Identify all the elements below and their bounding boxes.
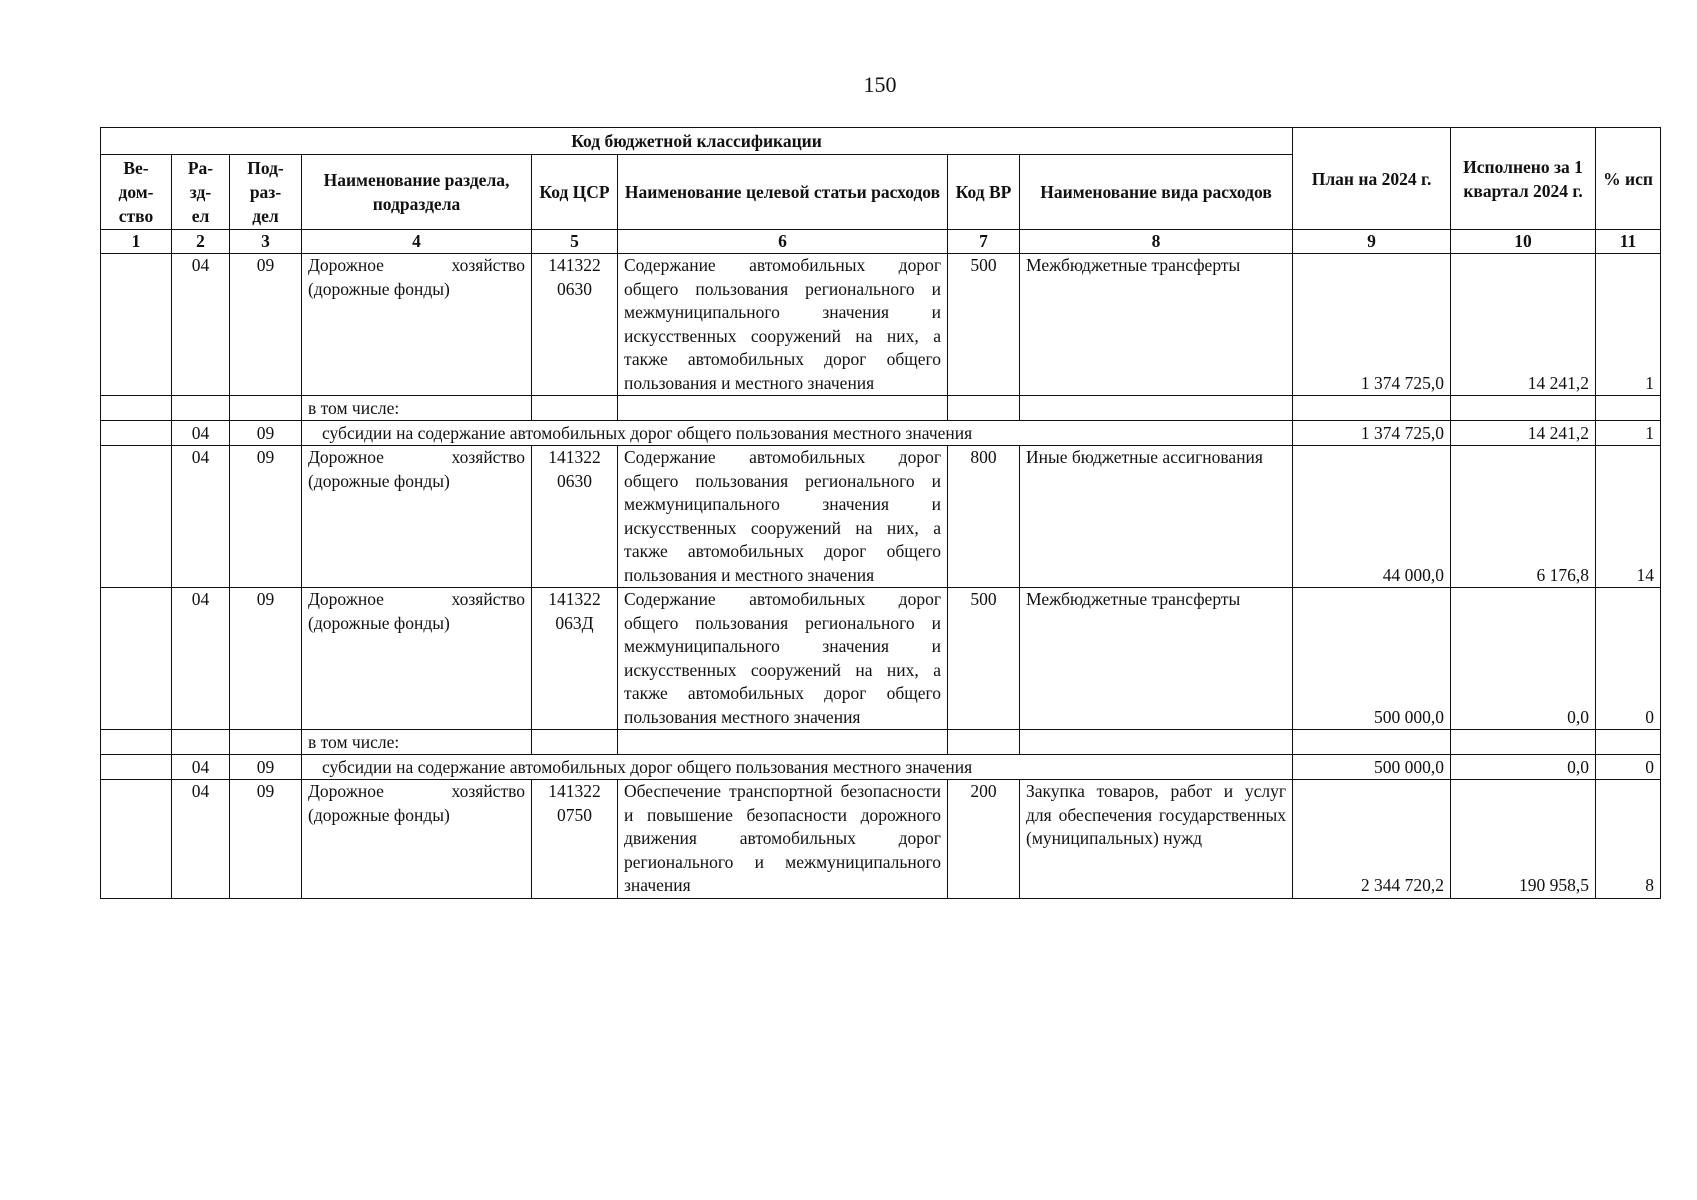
vedomstvo-cell [101,446,172,588]
razdel-cell: 04 [172,254,230,396]
podrazdel-cell: 09 [230,254,302,396]
podrazdel-cell: 09 [230,755,302,780]
vr-code-cell: 500 [948,588,1020,730]
page-number: 150 [863,72,897,97]
note-row [101,396,1661,421]
executed-cell: 6 176,8 [1451,446,1596,588]
vr-code-cell: 800 [948,446,1020,588]
csr-code-cell: 141322 063Д [532,588,618,730]
empty-cell [230,396,302,421]
executed-cell: 14 241,2 [1451,421,1596,446]
plan-cell: 1 374 725,0 [1293,254,1451,396]
budget-table [100,127,1661,899]
razdel-cell: 04 [172,780,230,899]
table-row [101,446,1661,588]
expense-type-header: Наименование вида расходов [1020,155,1293,230]
plan-cell: 44 000,0 [1293,446,1451,588]
column-number: 1 [101,230,172,254]
podrazdel-cell: 09 [230,588,302,730]
column-number-row [101,230,1661,254]
expense-type-cell: Межбюджетные трансферты [1020,588,1293,730]
section-name-cell: Дорожное хозяйство (дорожные фонды) [302,780,532,899]
vedomstvo-cell [101,254,172,396]
executed-cell: 0,0 [1451,755,1596,780]
header-row-group [101,128,1661,155]
empty-cell [1293,396,1451,421]
csr-code-cell: 141322 0750 [532,780,618,899]
note-text: в том числе: [302,396,532,421]
executed-header: Исполнено за 1 квартал 2024 г. [1451,128,1596,230]
empty-cell [1596,396,1661,421]
percent-cell: 1 [1596,421,1661,446]
percent-cell: 8 [1596,780,1661,899]
subsidy-description: субсидии на содержание автомобильных дорог общего пользования местного значения [302,421,1293,446]
section-name-cell: Дорожное хозяйство (дорожные фонды) [302,588,532,730]
column-number: 6 [618,230,948,254]
column-number: 10 [1451,230,1596,254]
podrazdel-cell: 09 [230,421,302,446]
plan-cell: 500 000,0 [1293,588,1451,730]
empty-cell [1020,730,1293,755]
column-number: 3 [230,230,302,254]
column-number: 9 [1293,230,1451,254]
empty-cell [1293,730,1451,755]
note-text: в том числе: [302,730,532,755]
razdel-cell: 04 [172,588,230,730]
podrazdel-header: Под- раз- дел [230,155,302,230]
csr-code-cell: 141322 0630 [532,254,618,396]
column-number: 5 [532,230,618,254]
empty-cell [948,730,1020,755]
empty-cell [532,396,618,421]
percent-cell: 0 [1596,588,1661,730]
target-item-cell: Содержание автомобильных дорог общего пользования регионального и межмуниципального значения и искусственных сооружений на них, а также автомобильных дорог общего пользования и местного значения [618,254,948,396]
expense-type-cell: Иные бюджетные ассигнования [1020,446,1293,588]
expense-type-cell: Закупка товаров, работ и услуг для обеспечения государственных (муниципальных) нужд [1020,780,1293,899]
empty-cell [618,730,948,755]
column-number: 11 [1596,230,1661,254]
vedomstvo-cell [101,755,172,780]
table-row [101,780,1661,899]
percent-header: % исп [1596,128,1661,230]
note-row [101,730,1661,755]
target-item-header: Наименование целевой статьи расходов [618,155,948,230]
subsidy-description: субсидии на содержание автомобильных дорог общего пользования местного значения [302,755,1293,780]
executed-cell: 14 241,2 [1451,254,1596,396]
empty-cell [230,730,302,755]
target-item-cell: Содержание автомобильных дорог общего пользования регионального и межмуниципального значения и искусственных сооружений на них, а также автомобильных дорог общего пользования и местного значения [618,446,948,588]
column-number: 8 [1020,230,1293,254]
section-name-cell: Дорожное хозяйство (дорожные фонды) [302,254,532,396]
plan-cell: 2 344 720,2 [1293,780,1451,899]
column-number: 2 [172,230,230,254]
vedomstvo-cell [101,780,172,899]
csr-code-header: Код ЦСР [532,155,618,230]
column-number: 7 [948,230,1020,254]
vr-code-cell: 500 [948,254,1020,396]
empty-cell [1020,396,1293,421]
budget-classification-header: Код бюджетной классификации [101,128,1293,155]
vedomstvo-header: Ве- дом- ство [101,155,172,230]
expense-type-cell: Межбюджетные трансферты [1020,254,1293,396]
razdel-cell: 04 [172,421,230,446]
column-number: 4 [302,230,532,254]
vedomstvo-cell [101,421,172,446]
empty-cell [172,396,230,421]
executed-cell: 190 958,5 [1451,780,1596,899]
table-row [101,588,1661,730]
razdel-cell: 04 [172,446,230,588]
empty-cell [1451,396,1596,421]
vedomstvo-cell [101,588,172,730]
empty-cell [172,730,230,755]
vr-code-header: Код ВР [948,155,1020,230]
executed-cell: 0,0 [1451,588,1596,730]
empty-cell [948,396,1020,421]
section-name-header: Наименование раздела, подраздела [302,155,532,230]
plan-header: План на 2024 г. [1293,128,1451,230]
empty-cell [101,396,172,421]
target-item-cell: Обеспечение транспортной безопасности и повышение безопасности дорожного движения автомобильных дорог регионального и межмуниципального значения [618,780,948,899]
plan-cell: 500 000,0 [1293,755,1451,780]
percent-cell: 1 [1596,254,1661,396]
section-name-cell: Дорожное хозяйство (дорожные фонды) [302,446,532,588]
table-row [101,755,1661,780]
empty-cell [532,730,618,755]
csr-code-cell: 141322 0630 [532,446,618,588]
empty-cell [101,730,172,755]
table-row [101,421,1661,446]
razdel-cell: 04 [172,755,230,780]
target-item-cell: Содержание автомобильных дорог общего пользования регионального и межмуниципального значения и искусственных сооружений на них, а также автомобильных дорог общего пользования местного значения [618,588,948,730]
empty-cell [1596,730,1661,755]
plan-cell: 1 374 725,0 [1293,421,1451,446]
percent-cell: 14 [1596,446,1661,588]
podrazdel-cell: 09 [230,780,302,899]
razdel-header: Ра- зд- ел [172,155,230,230]
empty-cell [1451,730,1596,755]
percent-cell: 0 [1596,755,1661,780]
podrazdel-cell: 09 [230,446,302,588]
empty-cell [618,396,948,421]
vr-code-cell: 200 [948,780,1020,899]
table-row [101,254,1661,396]
